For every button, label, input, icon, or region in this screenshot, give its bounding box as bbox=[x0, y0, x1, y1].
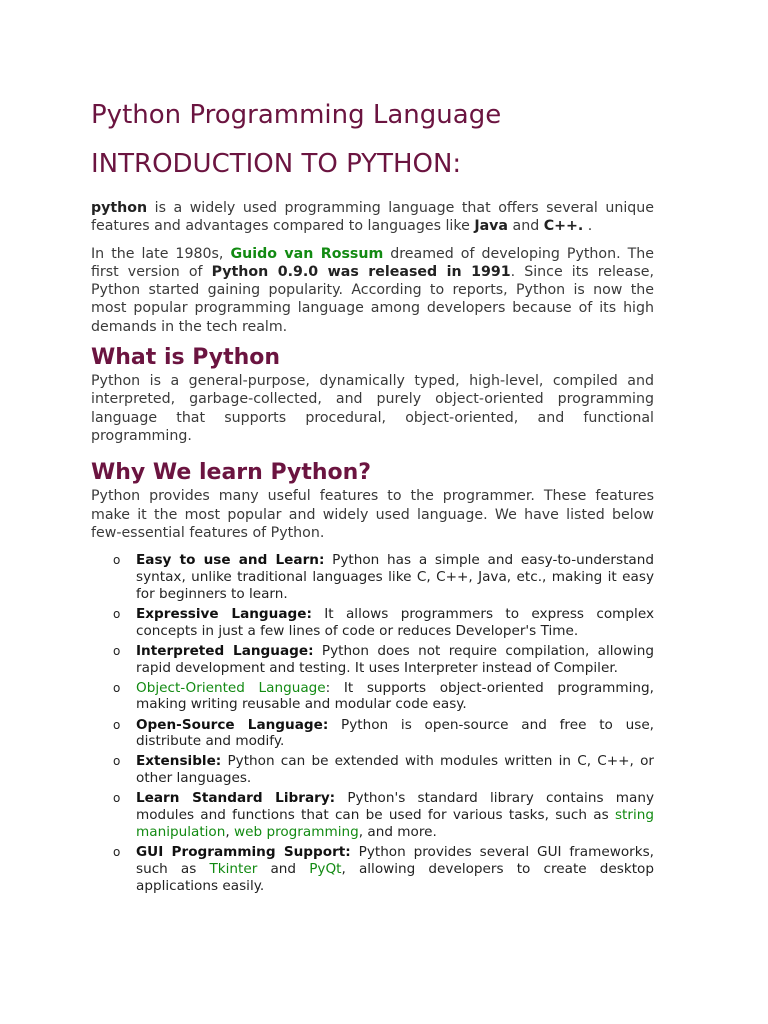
intro-p2-b: dreamed of developing Python. The first version of bbox=[91, 245, 655, 280]
python-term: python bbox=[91, 200, 148, 216]
features-list bbox=[91, 552, 654, 894]
intro-paragraph-1 bbox=[91, 199, 654, 236]
list-item bbox=[91, 753, 654, 787]
feature-text-end: , and more. bbox=[358, 823, 437, 840]
what-heading: What is Python bbox=[91, 345, 281, 371]
feature-text: Python's standard library contains many modules and functions that can be used for various tasks, such as bbox=[136, 790, 654, 824]
feature-text-mid: , bbox=[225, 823, 235, 840]
bullet-icon: o bbox=[113, 717, 121, 732]
feature-text-end: , allowing developers to create desktop applications easily. bbox=[136, 860, 655, 894]
feature-label: Open-Source Language: bbox=[136, 716, 329, 733]
feature-text: Python does not require compilation, allowing rapid development and testing. It uses Interpreter instead of Compiler. bbox=[136, 642, 654, 676]
bullet-icon: o bbox=[113, 754, 121, 769]
list-item bbox=[91, 790, 654, 840]
list-item bbox=[91, 643, 654, 677]
why-heading: Why We learn Python? bbox=[91, 460, 372, 486]
list-item bbox=[91, 717, 654, 751]
list-item bbox=[91, 680, 654, 714]
pyqt-link[interactable]: PyQt bbox=[309, 860, 342, 877]
bullet-icon: o bbox=[113, 844, 121, 859]
release-text: Python 0.9.0 was released in 1991 bbox=[211, 263, 511, 280]
tkinter-link[interactable]: Tkinter bbox=[209, 860, 258, 877]
feature-label: GUI Programming Support: bbox=[136, 843, 351, 860]
why-paragraph: Python provides many useful features to the programmer. These features make it the most popular and widely used language. We have listed below few-essential features of Python. bbox=[91, 488, 654, 541]
feature-label: Expressive Language: bbox=[136, 605, 312, 622]
feature-label: Learn Standard Library: bbox=[136, 790, 336, 807]
bullet-icon: o bbox=[113, 680, 121, 695]
string-manipulation-link[interactable]: string manipulation bbox=[136, 807, 654, 840]
bullet-icon: o bbox=[113, 791, 121, 806]
list-item bbox=[91, 552, 654, 602]
feature-text: : It supports object-oriented programming, making writing reusable and modular code easy. bbox=[136, 679, 654, 713]
intro-p1-text: is a widely used programming language that offers several unique features and advantages compared to languages like bbox=[91, 200, 654, 235]
guido-link[interactable]: Guido van Rossum bbox=[230, 245, 384, 262]
feature-text: Python is open-source and free to use, distribute and modify. bbox=[136, 716, 655, 750]
feature-label: Interpreted Language: bbox=[136, 642, 314, 659]
what-paragraph: Python is a general-purpose, dynamically typed, high-level, compiled and interpreted, garbage-collected, and purely object-oriented programming language that supports procedural, object-oriented, and functional programming. bbox=[91, 373, 654, 444]
java-term: Java bbox=[474, 218, 508, 235]
bullet-icon: o bbox=[113, 606, 121, 621]
oop-link[interactable]: Object-Oriented Language bbox=[136, 679, 326, 696]
feature-text: Python can be extended with modules written in C, C++, or other languages. bbox=[136, 753, 654, 787]
feature-label: Easy to use and Learn: bbox=[136, 552, 325, 569]
document-page bbox=[91, 98, 654, 898]
intro-p2-a: In the late 1980s, bbox=[91, 245, 231, 262]
bullet-icon: o bbox=[113, 643, 121, 658]
feature-label: Extensible: bbox=[136, 753, 222, 770]
list-item bbox=[91, 606, 654, 640]
document-title: Python Programming Language bbox=[91, 100, 502, 130]
cpp-term: C++. bbox=[543, 218, 584, 235]
intro-paragraph-2 bbox=[91, 245, 654, 336]
feature-text: Python has a simple and easy-to-understand syntax, unlike traditional languages like C, C++, Java, etc., making it easy for beginners to learn. bbox=[136, 552, 654, 602]
list-item bbox=[91, 844, 654, 894]
bullet-icon: o bbox=[113, 553, 121, 568]
intro-p2-c: . Since its release, Python started gaining popularity. According to reports, Python is now the most popular programming language among developers because of its high demands in the tech realm. bbox=[91, 263, 654, 335]
feature-text: It allows programmers to express complex concepts in just a few lines of code or reduces Developer's Time. bbox=[136, 605, 654, 639]
intro-p1-end: . bbox=[583, 218, 593, 235]
web-programming-link[interactable]: web programming bbox=[234, 823, 359, 840]
intro-p1-and: and bbox=[508, 218, 544, 235]
feature-text-mid: and bbox=[257, 860, 310, 877]
feature-text: Python provides several GUI frameworks, such as bbox=[136, 843, 655, 877]
intro-heading: INTRODUCTION TO PYTHON: bbox=[91, 149, 462, 179]
